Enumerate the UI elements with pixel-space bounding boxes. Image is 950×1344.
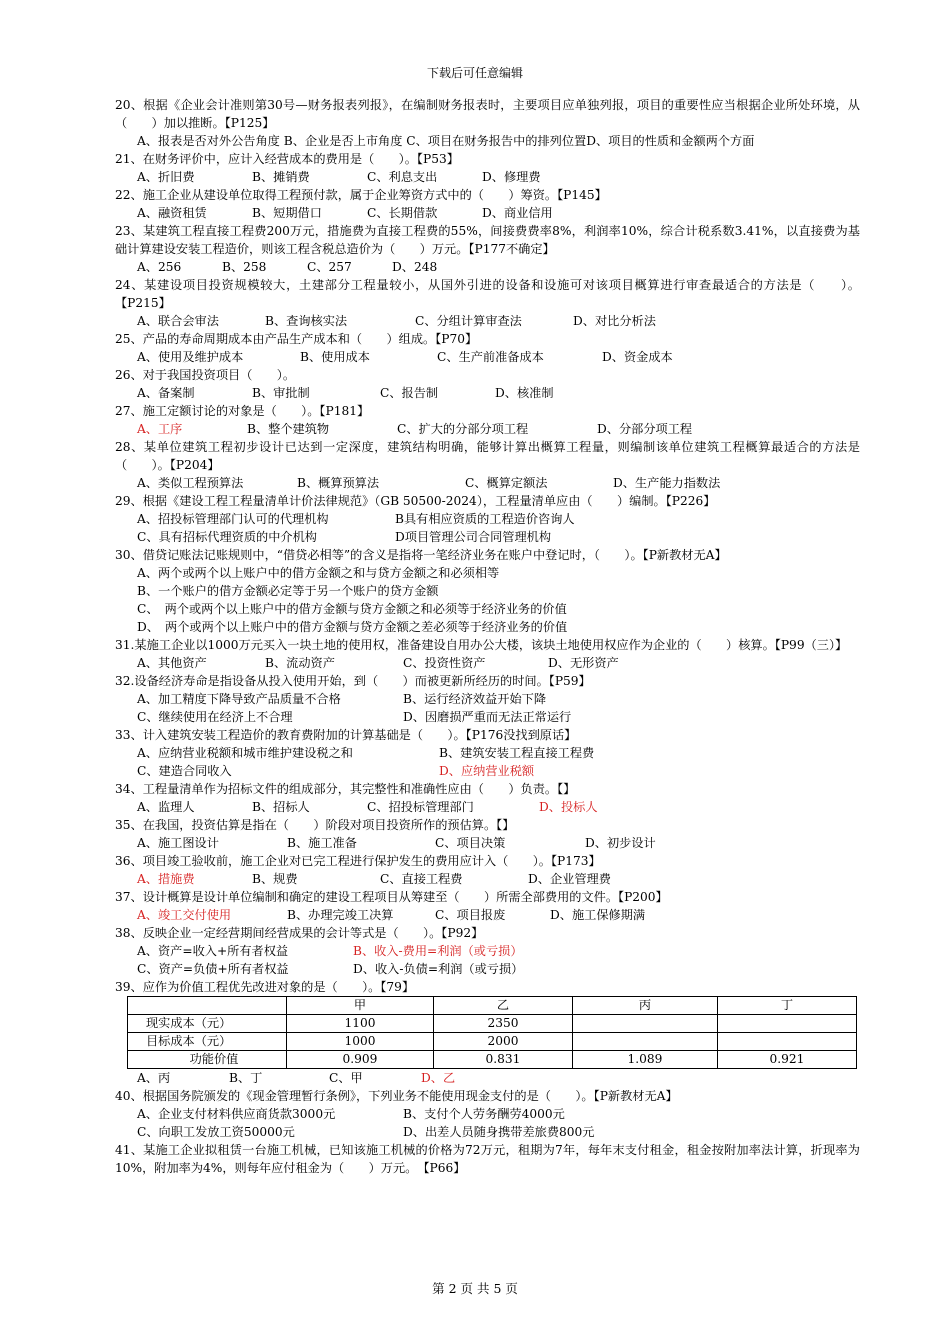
question-32: 32.设备经济寿命是指设备从投入使用开始，到（ ）而被更新所经历的时间。【P59】 [115, 674, 591, 688]
table-row [128, 1033, 857, 1051]
option-d-answer: D、投标人 [539, 800, 598, 814]
question-36-options [115, 870, 860, 888]
table-row [128, 1015, 857, 1033]
option-d: D、初步设计 [585, 836, 656, 850]
option-d: D、生产能力指数法 [613, 476, 721, 490]
table-cell: 2000 [434, 1033, 573, 1051]
table-header-row [128, 997, 857, 1015]
option-c: C、具有招标代理资质的中介机构 [137, 530, 317, 544]
table-row [128, 1051, 857, 1069]
option-d: D、无形资产 [548, 656, 619, 670]
question-34-options [115, 798, 860, 816]
option-d: D、修理费 [482, 170, 541, 184]
question-21-options [115, 168, 860, 186]
question-26: 26、对于我国投资项目（ ）。 [115, 368, 296, 382]
option-b: B、一个账户的借方金额必定等于另一个账户的贷方金额 [137, 584, 439, 598]
option-a: A、折旧费 [137, 170, 195, 184]
question-37: 37、设计概算是设计单位编制和确定的建设工程项目从筹建至（ ）所需全部费用的文件。【P200】 [115, 890, 668, 904]
question-33-options-cd [115, 762, 860, 780]
table-cell: 0.921 [718, 1051, 857, 1069]
option-c: C、报告制 [380, 386, 439, 400]
option-c: C、建造合同收入 [137, 764, 232, 778]
option-b: B、流动资产 [265, 656, 335, 670]
option-b: B、建筑安装工程直接工程费 [439, 746, 595, 760]
table-cell [718, 1015, 857, 1033]
question-35-options [115, 834, 860, 852]
option-d-answer: D、乙 [421, 1071, 456, 1085]
question-39-options [115, 1069, 860, 1087]
table-cell: 1.089 [573, 1051, 718, 1069]
option-b: B、查询核实法 [265, 314, 348, 328]
option-d: D、对比分析法 [573, 314, 656, 328]
option-c: C、招投标管理部门 [367, 800, 474, 814]
option-a: A、其他资产 [137, 656, 207, 670]
option-a: A、监理人 [137, 800, 195, 814]
question-31-options [115, 654, 860, 672]
question-33: 33、计入建筑安装工程造价的教育费附加的计算基础是（ ）。【P176没找到原话】 [115, 728, 577, 742]
question-40-options-cd [115, 1123, 860, 1141]
question-32-options-ab [115, 690, 860, 708]
option-d: D、分部分项工程 [597, 422, 693, 436]
question-27-options [115, 420, 860, 438]
question-37-options [115, 906, 860, 924]
option-a: A、加工精度下降导致产品质量不合格 [137, 692, 341, 706]
question-27: 27、施工定额讨论的对象是（ ）。【P181】 [115, 404, 370, 418]
option-c: C、 两个或两个以上账户中的借方金额与贷方金额之和必须等于经济业务的价值 [137, 602, 567, 616]
page-footer: 第 2 页 共 5 页 [432, 1281, 518, 1296]
option-c: C、分组计算审查法 [415, 314, 522, 328]
option-a: A、企业支付材料供应商货款3000元 [137, 1107, 336, 1121]
option-b: B、审批制 [252, 386, 310, 400]
question-33-options-ab [115, 744, 860, 762]
question-25-options [115, 348, 860, 366]
table-cell [573, 1015, 718, 1033]
question-32-options-cd [115, 708, 860, 726]
option-a: A、招投标管理部门认可的代理机构 [137, 512, 329, 526]
option-b: B、施工准备 [287, 836, 357, 850]
table-header-cell: 丁 [718, 997, 857, 1015]
question-29: 29、根据《建设工程工程量清单计价法律规范》（GB 50500-2024），工程量清单应由（ ）编制。【P226】 [115, 494, 716, 508]
option-a: A、施工图设计 [137, 836, 219, 850]
question-24: 24、某建设项目投资规模较大，土建部分工程量较小，从国外引进的设备和设施可对该项目概算进行审查最适合的方法是（ ）。【P215】 [115, 278, 860, 310]
question-39: 39、应作为价值工程优先改进对象的是（ ）。【79】 [115, 980, 415, 994]
question-29-options-cd [115, 528, 860, 546]
option-c: C、生产前准备成本 [437, 350, 544, 364]
option-d: D、商业信用 [482, 206, 553, 220]
question-40-options-ab [115, 1105, 860, 1123]
option-d: D项目管理公司合同管理机构 [395, 530, 552, 544]
question-24-options [115, 312, 860, 330]
table-cell: 现实成本（元） [128, 1015, 287, 1033]
option-c: C、投资性资产 [403, 656, 486, 670]
option-a: A、备案制 [137, 386, 195, 400]
option-a: A、丙 [137, 1071, 171, 1085]
option-a: A、资产=收入+所有者权益 [137, 944, 289, 958]
question-38-options-ab [115, 942, 860, 960]
option-a-answer: A、措施费 [137, 872, 195, 886]
option-b: B、短期借口 [252, 206, 322, 220]
question-28-options [115, 474, 860, 492]
option-c: C、项目决策 [435, 836, 506, 850]
option-c: C、项目报废 [435, 908, 506, 922]
table-cell: 1100 [287, 1015, 434, 1033]
option-d: D、收入-负债=利润（或亏损） [353, 962, 524, 976]
question-23-options [115, 258, 860, 276]
option-a-answer: A、工序 [137, 422, 183, 436]
question-31: 31.某施工企业以1000万元买入一块土地的使用权，准备建设自用办公大楼，该块土地使用权应作为企业的（ ）核算。【P99（三）】 [115, 638, 848, 652]
table-header-cell: 乙 [434, 997, 573, 1015]
table-header-cell: 甲 [287, 997, 434, 1015]
question-35: 35、在我国，投资估算是指在（ ）阶段对项目投资所作的预估算。【】 [115, 818, 515, 832]
table-cell [573, 1033, 718, 1051]
table-cell: 目标成本（元） [128, 1033, 287, 1051]
option-b: B、规费 [252, 872, 298, 886]
option-b: B、258 [222, 260, 267, 274]
option-c: C、甲 [329, 1071, 363, 1085]
option-c: C、257 [307, 260, 352, 274]
option-a: A、256 [137, 260, 182, 274]
option-d: D、因磨损严重而无法正常运行 [403, 710, 572, 724]
table-cell: 0.909 [287, 1051, 434, 1069]
option-b: B、办理完竣工决算 [287, 908, 394, 922]
question-list [115, 96, 860, 1177]
question-22: 22、施工企业从建设单位取得工程预付款，属于企业筹资方式中的（ ）筹资。【P145】 [115, 188, 607, 202]
table-cell: 2350 [434, 1015, 573, 1033]
option-b: B、摊销费 [252, 170, 310, 184]
option-b: B、丁 [229, 1071, 263, 1085]
option-a: A、使用及维护成本 [137, 350, 244, 364]
option-d: D、资金成本 [602, 350, 673, 364]
option-b: B、运行经济效益开始下降 [403, 692, 547, 706]
option-c: C、向职工发放工资50000元 [137, 1125, 295, 1139]
question-21: 21、在财务评价中，应计入经营成本的费用是（ ）。【P53】 [115, 152, 459, 166]
question-26-options [115, 384, 860, 402]
option-a: A、两个或两个以上账户中的借方金额之和与贷方金额之和必须相等 [137, 566, 500, 580]
question-28: 28、某单位建筑工程初步设计已达到一定深度，建筑结构明确，能够计算出概算工程量，则编制该单位建筑工程概算最适合的方法是（ ）。【P204】 [115, 440, 860, 472]
question-38: 38、反映企业一定经营期间经营成果的会计等式是（ ）。【P92】 [115, 926, 484, 940]
question-23: 23、某建筑工程直接工程费200万元，措施费为直接工程费的55%，间接费费率8%，利润率10%，综合计税系数3.41%，以直接费为基础计算建设安装工程造价，则该工程含税总造价为（ ）万元。【P177不确定】 [115, 224, 860, 256]
question-30: 30、借贷记账法记账规则中，“借贷必相等”的含义是指将一笔经济业务在账户中登记时，（ ）。【P新教材无A】 [115, 548, 727, 562]
option-c: C、概算定额法 [465, 476, 548, 490]
option-d: D、核准制 [495, 386, 554, 400]
option-b: B、招标人 [252, 800, 310, 814]
option-b: B、使用成本 [300, 350, 370, 364]
option-a: A、应纳营业税额和城市维护建设税之和 [137, 746, 353, 760]
table-cell: 0.831 [434, 1051, 573, 1069]
question-36: 36、项目竣工验收前，施工企业对已完工程进行保护发生的费用应计入（ ）。【P173】 [115, 854, 601, 868]
option-b-answer: B、收入-费用=利润（或亏损） [353, 944, 523, 958]
question-40: 40、根据国务院颁发的《现金管理暂行条例》，下列业务不能使用现金支付的是（ ）。【P新教材无A】 [115, 1089, 678, 1103]
question-38-options-cd [115, 960, 860, 978]
option-c: C、资产=负债+所有者权益 [137, 962, 289, 976]
option-c: C、长期借款 [367, 206, 438, 220]
question-20-options: A、报表是否对外公告角度 B、企业是否上市角度 C、项目在财务报告中的排列位置D、项目的性质和金额两个方面 [137, 134, 755, 148]
option-d: D、248 [392, 260, 438, 274]
option-a: A、融资租赁 [137, 206, 207, 220]
option-d: D、 两个或两个以上账户中的借方金额与贷方金额之差必须等于经济业务的价值 [137, 620, 568, 634]
option-d-answer: D、应纳营业税额 [439, 764, 535, 778]
option-a: A、联合会审法 [137, 314, 219, 328]
question-22-options [115, 204, 860, 222]
question-34: 34、工程量清单作为招标文件的组成部分，其完整性和准确性应由（ ）负责。【】 [115, 782, 576, 796]
option-b: B、整个建筑物 [247, 422, 330, 436]
table-header-cell: 丙 [573, 997, 718, 1015]
option-b: B具有相应资质的工程造价咨询人 [395, 512, 575, 526]
option-c: C、利息支出 [367, 170, 438, 184]
option-b: B、概算预算法 [297, 476, 380, 490]
option-d: D、施工保修期满 [550, 908, 646, 922]
value-engineering-table [127, 996, 857, 1069]
question-41: 41、某施工企业拟租赁一台施工机械，已知该施工机械的价格为72万元，租期为7年，每年末支付租金，租金按附加率法计算，折现率为10%，附加率为4%，则每年应付租金为（ ）万元。 【P66】 [115, 1143, 860, 1175]
option-c: C、扩大的分部分项工程 [397, 422, 529, 436]
question-25: 25、产品的寿命周期成本由产品生产成本和（ ）组成。【P70】 [115, 332, 478, 346]
option-b: B、支付个人劳务酬劳4000元 [403, 1107, 565, 1121]
option-d: D、出差人员随身携带差旅费800元 [403, 1125, 595, 1139]
question-20: 20、根据《企业会计准则第30号—财务报表列报》，在编制财务报表时，主要项目应单独列报，项目的重要性应当根据企业所处环境，从（ ）加以推断。【P125】 [115, 98, 860, 130]
option-a: A、类似工程预算法 [137, 476, 244, 490]
option-c: C、继续使用在经济上不合理 [137, 710, 293, 724]
option-a-answer: A、竣工交付使用 [137, 908, 232, 922]
option-c: C、直接工程费 [380, 872, 463, 886]
option-d: D、企业管理费 [528, 872, 611, 886]
table-cell: 1000 [287, 1033, 434, 1051]
table-cell: 功能价值 [128, 1051, 287, 1069]
table-cell [718, 1033, 857, 1051]
question-29-options-ab [115, 510, 860, 528]
page-header: 下载后可任意编辑 [426, 66, 523, 80]
table-header-cell [128, 997, 287, 1015]
